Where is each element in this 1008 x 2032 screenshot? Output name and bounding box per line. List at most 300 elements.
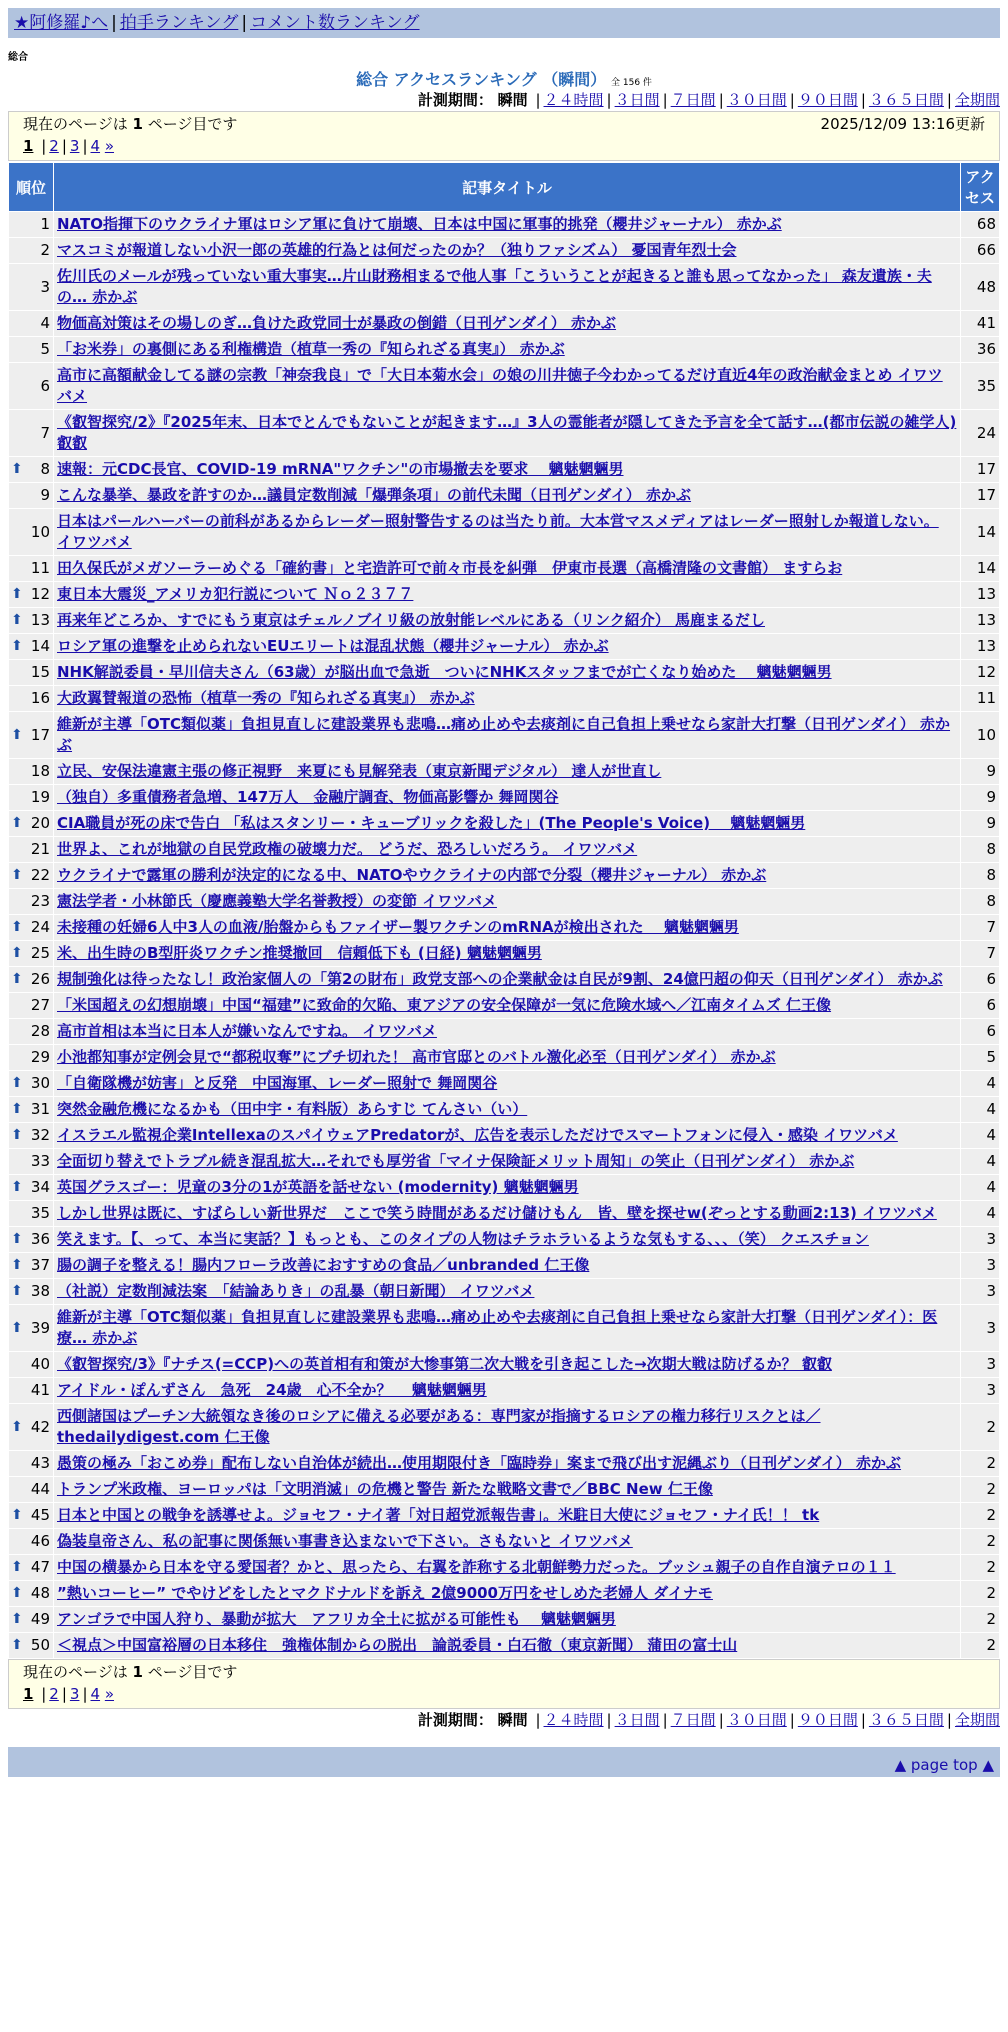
up-arrow-icon: ⬆ — [11, 919, 23, 935]
rank-cell — [9, 608, 53, 633]
article-link[interactable]: 突然金融危機になるかも（田中宇・有料版）あらすじ てんさい（い） — [57, 1100, 528, 1118]
access-count: 13 — [961, 582, 999, 607]
rank-number: 50 — [30, 1636, 50, 1654]
table-row — [9, 337, 999, 362]
rank-number: 12 — [30, 585, 50, 603]
period-option-link[interactable]: 全期間 — [954, 91, 1000, 109]
rank-number: 40 — [30, 1355, 50, 1373]
rank-cell — [9, 1378, 53, 1403]
rank-number: 48 — [30, 1584, 50, 1602]
rank-number: 8 — [40, 460, 50, 478]
period-option-link[interactable]: ３０日間 — [726, 91, 787, 109]
table-row — [9, 1451, 999, 1476]
title-cell — [54, 785, 960, 810]
article-link[interactable]: （社説）定数削減法案 「結論ありき」の乱暴（朝日新聞） イワツバメ — [57, 1282, 535, 1300]
table-row — [9, 582, 999, 607]
table-row — [9, 608, 999, 633]
period-options — [532, 91, 1000, 109]
up-arrow-icon: ⬆ — [11, 971, 23, 987]
article-link[interactable]: 大政翼賛報道の恐怖（植草一秀の『知られざる真実』） 赤かぶ — [57, 689, 475, 707]
access-count: 3 — [961, 1227, 999, 1252]
article-link[interactable]: トランプ米政権、ヨーロッパは「文明消滅」の危機と警告 新たな戦略文書で／BBC New 仁王像 — [57, 1480, 713, 1498]
title-cell — [54, 1227, 960, 1252]
separator: | — [61, 1685, 67, 1703]
article-link[interactable]: アイドル・ぽんずさん 急死 24歳 心不全か？ 魑魅魍魎男 — [57, 1381, 487, 1399]
pager-page-link[interactable]: 4 — [90, 1685, 101, 1703]
access-count: 24 — [961, 410, 999, 456]
article-link[interactable]: 東日本大震災_アメリカ犯行説について Ｎｏ２３７７ — [57, 585, 414, 603]
article-link[interactable]: しかし世界は既に、すばらしい新世界だ ここで笑う時間があるだけ儲けもん 皆、壁を探せw(ぞっとする動画2:13) イワツバメ — [57, 1204, 937, 1222]
access-count: 3 — [961, 1305, 999, 1351]
article-link[interactable]: マスコミが報道しない小沢一郎の英雄的行為とは何だったのか？（独りファシズム） 憂国青年烈士会 — [57, 241, 737, 259]
rank-number: 22 — [30, 866, 50, 884]
total-count: 全 156 件 — [611, 78, 652, 88]
rank-cell — [9, 1352, 53, 1377]
access-count: 6 — [961, 967, 999, 992]
rank-number: 7 — [40, 423, 50, 442]
period-option-link[interactable]: 全期間 — [954, 1711, 1000, 1729]
article-link[interactable]: 未接種の妊婦6人中3人の血液/胎盤からもファイザー製ワクチンのmRNAが検出された 魑魅魍魎男 — [57, 918, 739, 936]
up-arrow-icon: ⬆ — [11, 1075, 23, 1091]
separator: | — [860, 1711, 866, 1729]
title-cell — [54, 1201, 960, 1226]
up-arrow-icon: ⬆ — [11, 638, 23, 654]
pager-current-bottom: 1 — [23, 1685, 34, 1703]
table-row — [9, 811, 999, 836]
article-link[interactable]: 日本と中国との戦争を誘導せよ。ジョセフ・ナイ著「対日超党派報告書」。米駐日大使にジョセフ・ナイ氏！！ tk — [57, 1506, 820, 1524]
period-option-link[interactable]: ９０日間 — [797, 91, 858, 109]
table-row — [9, 712, 999, 758]
article-link[interactable]: 全面切り替えでトラブル続き混乱拡大…それでも厚労省「マイナ保険証メリット周知」の笑止（日刊ゲンダイ） 赤かぶ — [57, 1152, 855, 1170]
access-count: 2 — [961, 1503, 999, 1528]
separator: | — [82, 137, 88, 155]
up-arrow-icon: ⬆ — [11, 1585, 23, 1601]
article-link[interactable]: 偽装皇帝さん、私の記事に関係無い事書き込まないで下さい。さもないと イワツバメ — [57, 1532, 633, 1550]
article-link[interactable]: イスラエル監視企業IntellexaのスパイウェアPredatorが、広告を表示しただけでスマートフォンに侵入・感染 イワツバメ — [57, 1126, 898, 1144]
table-row — [9, 1581, 999, 1606]
table-row — [9, 1123, 999, 1148]
table-row — [9, 1045, 999, 1070]
page-info-box-bottom — [8, 1659, 1000, 1709]
access-count: 48 — [961, 264, 999, 310]
article-link[interactable]: 小池都知事が定例会見で“都税収奪”にブチ切れた！ 高市官邸とのバトル激化必至（日刊ゲンダイ） 赤かぶ — [57, 1048, 776, 1066]
rank-cell — [9, 238, 53, 263]
home-link[interactable]: ★阿修羅♪へ — [14, 13, 109, 33]
page-indicator-bottom: 現在のページは 1 ページ目です — [23, 1663, 238, 1681]
pager-page-link[interactable]: 2 — [49, 137, 59, 155]
table-row — [9, 1071, 999, 1096]
separator: | — [662, 1711, 668, 1729]
access-count: 2 — [961, 1451, 999, 1476]
rank-cell — [9, 1279, 53, 1304]
rank-cell — [9, 337, 53, 362]
access-count: 41 — [961, 311, 999, 336]
rank-number: 14 — [30, 637, 50, 655]
heading — [8, 67, 1000, 89]
access-count: 4 — [961, 1175, 999, 1200]
rank-cell — [9, 264, 53, 310]
separator: | — [41, 1685, 47, 1703]
rank-number: 29 — [30, 1048, 50, 1066]
rank-cell — [9, 660, 53, 685]
article-link[interactable]: 愚策の極み「おこめ券」配布しない自治体が続出…使用期限付き「臨時券」案まで飛び出す泥縄ぶり（日刊ゲンダイ） 赤かぶ — [57, 1454, 902, 1472]
rank-cell — [9, 915, 53, 940]
pager-page-link[interactable]: 4 — [90, 137, 101, 155]
separator: | — [718, 91, 724, 109]
table-row — [9, 915, 999, 940]
access-count: 4 — [961, 1071, 999, 1096]
title-cell — [54, 1019, 960, 1044]
pager-next-link[interactable]: » — [104, 137, 115, 155]
article-link[interactable]: 日本はパールハーバーの前科があるからレーダー照射警告するのは当たり前。大本営マスメディアはレーダー照射しか報道しない。 イワツバメ — [57, 512, 939, 551]
title-cell — [54, 509, 960, 555]
rank-cell — [9, 967, 53, 992]
pager-next-link[interactable]: » — [104, 1685, 115, 1703]
article-link[interactable]: CIA職員が死の床で告白 「私はスタンリー・キューブリックを殺した」(The People's Voice) 魑魅魍魎男 — [57, 814, 806, 832]
rank-number: 39 — [30, 1318, 50, 1337]
article-link[interactable]: 中国の横暴から日本を守る愛国者？かと、思ったら、右翼を詐称する北朝鮮勢力だった。ブッシュ親子の自作自演テロの１１ — [57, 1558, 896, 1576]
title-cell — [54, 1477, 960, 1502]
table-row — [9, 967, 999, 992]
up-arrow-icon: ⬆ — [11, 1231, 23, 1247]
access-count: 8 — [961, 863, 999, 888]
access-count: 5 — [961, 1045, 999, 1070]
title-cell — [54, 556, 960, 581]
table-row — [9, 1253, 999, 1278]
table-row — [9, 1097, 999, 1122]
title-cell — [54, 660, 960, 685]
pager-page-link[interactable]: 3 — [69, 1685, 80, 1703]
title-cell — [54, 811, 960, 836]
title-cell — [54, 311, 960, 336]
article-link[interactable]: 物価高対策はその場しのぎ…負けた政党同士が暴政の倒錯（日刊ゲンダイ） 赤かぶ — [57, 314, 617, 332]
up-arrow-icon: ⬆ — [11, 1559, 23, 1575]
period-options-bottom — [532, 1711, 1000, 1729]
period-label: 計測期間： — [417, 91, 493, 109]
table-row — [9, 1149, 999, 1174]
title-cell — [54, 889, 960, 914]
pager-links-bottom — [38, 1685, 114, 1703]
period-current: 瞬間 — [497, 91, 528, 109]
rank-number: 37 — [30, 1256, 50, 1274]
pager-page-link[interactable]: 3 — [69, 137, 80, 155]
rank-number: 18 — [30, 762, 50, 780]
rank-cell — [9, 1477, 53, 1502]
period-current-bottom: 瞬間 — [497, 1711, 528, 1729]
page-info-box — [8, 111, 1000, 161]
title-cell — [54, 1581, 960, 1606]
article-link[interactable]: 「お米券」の裏側にある利権構造（植草一秀の『知られざる真実』） 赤かぶ — [57, 340, 565, 358]
title-cell — [54, 915, 960, 940]
up-arrow-icon: ⬆ — [11, 1283, 23, 1299]
access-count: 2 — [961, 1581, 999, 1606]
article-link[interactable]: ウクライナで露軍の勝利が決定的になる中、NATOやウクライナの内部で分裂（櫻井ジャーナル） 赤かぶ — [57, 866, 767, 884]
rank-cell — [9, 1253, 53, 1278]
up-arrow-icon: ⬆ — [11, 1127, 23, 1143]
rank-cell — [9, 811, 53, 836]
article-link[interactable]: 「自衛隊機が妨害」と反発 中国海軍、レーダー照射で 舞岡関谷 — [57, 1074, 498, 1092]
access-count: 6 — [961, 993, 999, 1018]
title-cell — [54, 1279, 960, 1304]
rank-number: 20 — [30, 814, 50, 832]
rank-number: 11 — [30, 559, 50, 577]
ranking-table — [8, 162, 1000, 1659]
article-link[interactable]: こんな暴挙、暴政を許すのか…議員定数削減「爆弾条項」の前代未聞（日刊ゲンダイ） 赤かぶ — [57, 486, 692, 504]
rank-cell — [9, 410, 53, 456]
title-cell — [54, 837, 960, 862]
up-arrow-icon: ⬆ — [11, 1179, 23, 1195]
rank-number: 26 — [30, 970, 50, 988]
pager-current: 1 — [23, 137, 34, 155]
period-option-link[interactable]: ７日間 — [670, 1711, 716, 1729]
rank-number: 15 — [30, 663, 50, 681]
access-count: 36 — [961, 337, 999, 362]
table-row — [9, 311, 999, 336]
title-cell — [54, 1529, 960, 1554]
access-count: 9 — [961, 785, 999, 810]
rank-number: 17 — [30, 725, 50, 744]
comment-ranking-link[interactable]: コメント数ランキング — [250, 13, 420, 33]
access-count: 3 — [961, 1378, 999, 1403]
table-row — [9, 1175, 999, 1200]
title-cell — [54, 634, 960, 659]
period-selector-top — [8, 89, 1000, 111]
period-option-link[interactable]: ３０日間 — [726, 1711, 787, 1729]
article-link[interactable]: 田久保氏がメガソーラーめぐる「確約書」と宅造許可で前々市長を糾弾 伊東市長選（高橋清隆の文書館） ますらお — [57, 559, 843, 577]
rank-cell — [9, 1581, 53, 1606]
title-cell — [54, 1633, 960, 1658]
access-count: 2 — [961, 1633, 999, 1658]
title-cell — [54, 941, 960, 966]
article-link[interactable]: 世界よ、これが地獄の自民党政権の破壊力だ。 どうだ、恐ろしいだろう。 イワツバメ — [57, 840, 638, 858]
table-row — [9, 264, 999, 310]
title-cell — [54, 1097, 960, 1122]
table-row — [9, 1503, 999, 1528]
rank-cell — [9, 785, 53, 810]
rank-cell — [9, 1451, 53, 1476]
header-count: アクセス — [961, 163, 999, 211]
article-link[interactable]: 規制強化は待ったなし！政治家個人の「第2の財布」政党支部への企業献金は自民が9割、24億円超の仰天（日刊ゲンダイ） 赤かぶ — [57, 970, 943, 988]
period-option-link[interactable]: ２４時間 — [543, 1711, 604, 1729]
article-link[interactable]: 米、出生時のB型肝炎ワクチン推奨撤回 信頼低下も (日経) 魑魅魍魎男 — [57, 944, 542, 962]
article-link[interactable]: 笑えます。【、って、本当に実話？】もっとも、このタイプの人物はチラホラいるような気もする、、、（笑） クエスチョン — [57, 1230, 869, 1248]
article-link[interactable]: （独自）多重債務者急増、147万人 金融庁調査、物価高影響か 舞岡関谷 — [57, 788, 559, 806]
rank-number: 21 — [30, 840, 50, 858]
separator: | — [535, 91, 541, 109]
article-link[interactable]: 高市首相は本当に日本人が嫌いなんですね。 イワツバメ — [57, 1022, 437, 1040]
table-row — [9, 238, 999, 263]
access-count: 4 — [961, 1123, 999, 1148]
rank-number: 33 — [30, 1152, 50, 1170]
period-option-link[interactable]: ３日間 — [614, 91, 660, 109]
rank-number: 43 — [30, 1454, 50, 1472]
ranking-body — [9, 212, 999, 1658]
table-row — [9, 212, 999, 237]
rank-cell — [9, 1123, 53, 1148]
title-cell — [54, 1175, 960, 1200]
rank-cell — [9, 1045, 53, 1070]
article-link[interactable]: NATO指揮下のウクライナ軍はロシア軍に負けて崩壊、日本は中国に軍事的挑発（櫻井ジャーナル） 赤かぶ — [57, 215, 782, 233]
title-cell — [54, 1503, 960, 1528]
table-row — [9, 1352, 999, 1377]
title-cell — [54, 712, 960, 758]
access-count: 4 — [961, 1201, 999, 1226]
pager-bottom — [23, 1683, 985, 1706]
article-link[interactable]: 《叡智探究/2》『2025年末、日本でとんでもないことが起きます…』3人の霊能者が隠してきた予言を全て話す…(都市伝説の雑学人) 叡叡 — [57, 413, 957, 452]
access-count: 11 — [961, 686, 999, 711]
article-link[interactable]: 再来年どころか、すでにもう東京はチェルノブイリ級の放射能レベルにある（リンク紹介） 馬鹿まるだし — [57, 611, 765, 629]
article-link[interactable]: 《叡智探究/3》『ナチス(=CCP)への英首相有和策が大惨事第二次大戦を引き起こした→次期大戦は防げるか？ 叡叡 — [57, 1355, 832, 1373]
rank-cell — [9, 1227, 53, 1252]
article-link[interactable]: 佐川氏のメールが残っていない重大事実…片山財務相まるで他人事「こういうことが起きると誰も思ってなかった」 森友遺族・夫の… 赤かぶ — [57, 267, 932, 306]
separator: | — [789, 1711, 795, 1729]
table-row — [9, 1404, 999, 1450]
rank-number: 38 — [30, 1282, 50, 1300]
title-cell — [54, 1378, 960, 1403]
table-row — [9, 1227, 999, 1252]
title-cell — [54, 759, 960, 784]
separator: | — [82, 1685, 88, 1703]
access-count: 4 — [961, 1149, 999, 1174]
access-count: 14 — [961, 509, 999, 555]
access-count: 13 — [961, 608, 999, 633]
rank-number: 24 — [30, 918, 50, 936]
article-link[interactable]: 速報：元CDC長官、COVID-19 mRNA"ワクチン"の市場撤去を要求 魑魅魍魎男 — [57, 460, 624, 478]
access-count: 8 — [961, 889, 999, 914]
rank-cell — [9, 941, 53, 966]
rank-number: 41 — [30, 1381, 50, 1399]
title-cell — [54, 582, 960, 607]
rank-cell — [9, 1149, 53, 1174]
rank-number: 16 — [30, 689, 50, 707]
access-count: 10 — [961, 712, 999, 758]
rank-cell — [9, 993, 53, 1018]
access-count: 7 — [961, 915, 999, 940]
pager-page-link[interactable]: 2 — [49, 1685, 59, 1703]
article-link[interactable]: 「米国超えの幻想崩壊」中国“福建”に致命的欠陥、東アジアの安全保障が一気に危険水域へ／江南タイムズ 仁王像 — [57, 996, 832, 1014]
article-link[interactable]: 維新が主導「OTC類似薬」負担見直しに建設業界も悲鳴…痛め止めや去痰剤に自己負担上乗せなら家計大打撃（日刊ゲンダイ）：医療… 赤かぶ — [57, 1308, 938, 1347]
up-arrow-icon: ⬆ — [11, 1418, 23, 1435]
period-option-link[interactable]: ２４時間 — [543, 91, 604, 109]
access-count: 3 — [961, 1253, 999, 1278]
title-cell — [54, 993, 960, 1018]
title-cell — [54, 410, 960, 456]
title-cell — [54, 1071, 960, 1096]
access-count: 68 — [961, 212, 999, 237]
rank-cell — [9, 1633, 53, 1658]
applause-ranking-link[interactable]: 拍手ランキング — [119, 13, 239, 33]
table-row — [9, 1201, 999, 1226]
period-option-link[interactable]: ３６５日間 — [868, 91, 944, 109]
footer-bar — [8, 1747, 1000, 1777]
rank-cell — [9, 1175, 53, 1200]
access-count: 9 — [961, 811, 999, 836]
rank-cell — [9, 1607, 53, 1632]
title-cell — [54, 457, 960, 482]
table-row — [9, 785, 999, 810]
access-count: 2 — [961, 1477, 999, 1502]
article-link[interactable]: アンゴラで中国人狩り、暴動が拡大 アフリカ全土に拡がる可能性も 魑魅魍魎男 — [57, 1610, 616, 1628]
article-link[interactable]: ＜視点＞中国富裕層の日本移住 強権体制からの脱出 論説委員・白石徹（東京新聞） 蒲田の富士山 — [57, 1636, 738, 1654]
separator: | — [789, 91, 795, 109]
rank-cell — [9, 1097, 53, 1122]
article-link[interactable]: ”熱いコーヒー” でやけどをしたとマクドナルドを訴え 2億9000万円をせしめた老婦人 ダイナモ — [57, 1584, 713, 1602]
access-count: 8 — [961, 837, 999, 862]
separator: | — [718, 1711, 724, 1729]
article-link[interactable]: 高市に高額献金してる謎の宗教「神奈我良」で「大日本菊水会」の娘の川井徳子今わかってるだけ直近4年の政治献金まとめ イワツバメ — [57, 366, 943, 405]
period-option-link[interactable]: ３６５日間 — [868, 1711, 944, 1729]
title-cell — [54, 1149, 960, 1174]
table-row — [9, 556, 999, 581]
period-option-link[interactable]: ９０日間 — [797, 1711, 858, 1729]
rank-number: 25 — [30, 944, 50, 962]
up-arrow-icon: ⬆ — [11, 726, 23, 743]
rank-cell — [9, 457, 53, 482]
title-cell — [54, 1555, 960, 1580]
rank-number: 6 — [40, 376, 50, 395]
rank-cell — [9, 363, 53, 409]
separator: | — [860, 91, 866, 109]
rank-number: 19 — [30, 788, 50, 806]
table-row — [9, 1607, 999, 1632]
rank-cell — [9, 889, 53, 914]
article-link[interactable]: 憲法学者・小林節氏（慶應義塾大学名誉教授）の変節 イワツバメ — [57, 892, 497, 910]
article-link[interactable]: 西側諸国はプーチン大統領なき後のロシアに備える必要がある：専門家が指摘するロシアの権力移行リスクとは／thedailydigest.com 仁王像 — [57, 1407, 821, 1446]
page-top-link[interactable]: ▲ page top ▲ — [894, 1756, 994, 1774]
up-arrow-icon: ⬆ — [11, 1611, 23, 1627]
rank-cell — [9, 712, 53, 758]
article-link[interactable]: ロシア軍の進撃を止められないEUエリートは混乱状態（櫻井ジャーナル） 赤かぶ — [57, 637, 609, 655]
up-arrow-icon: ⬆ — [11, 815, 23, 831]
access-count: 14 — [961, 556, 999, 581]
rank-cell — [9, 582, 53, 607]
page-indicator: 現在のページは 1 ページ目です — [23, 115, 238, 133]
rank-number: 46 — [30, 1532, 50, 1550]
table-row — [9, 1477, 999, 1502]
access-count: 66 — [961, 238, 999, 263]
access-count: 13 — [961, 634, 999, 659]
title-cell — [54, 1305, 960, 1351]
rank-number: 10 — [30, 522, 50, 541]
period-option-link[interactable]: ７日間 — [670, 91, 716, 109]
up-arrow-icon: ⬆ — [11, 1257, 23, 1273]
title-cell — [54, 1451, 960, 1476]
rank-number: 31 — [30, 1100, 50, 1118]
period-option-link[interactable]: ３日間 — [614, 1711, 660, 1729]
rank-number: 45 — [30, 1506, 50, 1524]
article-link[interactable]: 腸の調子を整える！腸内フローラ改善におすすめの食品／unbranded 仁王像 — [57, 1256, 590, 1274]
article-link[interactable]: 維新が主導「OTC類似薬」負担見直しに建設業界も悲鳴…痛め止めや去痰剤に自己負担上乗せなら家計大打撃（日刊ゲンダイ） 赤かぶ — [57, 715, 951, 754]
separator: | — [946, 91, 952, 109]
article-link[interactable]: NHK解説委員・早川信夫さん（63歳）が脳出血で急逝 ついにNHKスタッフまでが亡くなり始めた 魑魅魍魎男 — [57, 663, 832, 681]
title-cell — [54, 337, 960, 362]
article-link[interactable]: 立民、安保法違憲主張の修正視野 来夏にも見解発表（東京新聞デジタル） 達人が世直し — [57, 762, 662, 780]
title-cell — [54, 686, 960, 711]
table-row — [9, 1555, 999, 1580]
rank-number: 9 — [40, 486, 50, 504]
separator: | — [41, 137, 47, 155]
up-arrow-icon: ⬆ — [11, 612, 23, 628]
rank-cell — [9, 1019, 53, 1044]
rank-cell — [9, 311, 53, 336]
table-row — [9, 941, 999, 966]
article-link[interactable]: 英国グラスゴー：児童の3分の1が英語を話せない (modernity) 魑魅魍魎男 — [57, 1178, 579, 1196]
separator: | — [61, 137, 67, 155]
rank-cell — [9, 863, 53, 888]
rank-number: 30 — [30, 1074, 50, 1092]
header-title: 記事タイトル — [54, 163, 960, 211]
period-selector-bottom — [8, 1709, 1000, 1731]
